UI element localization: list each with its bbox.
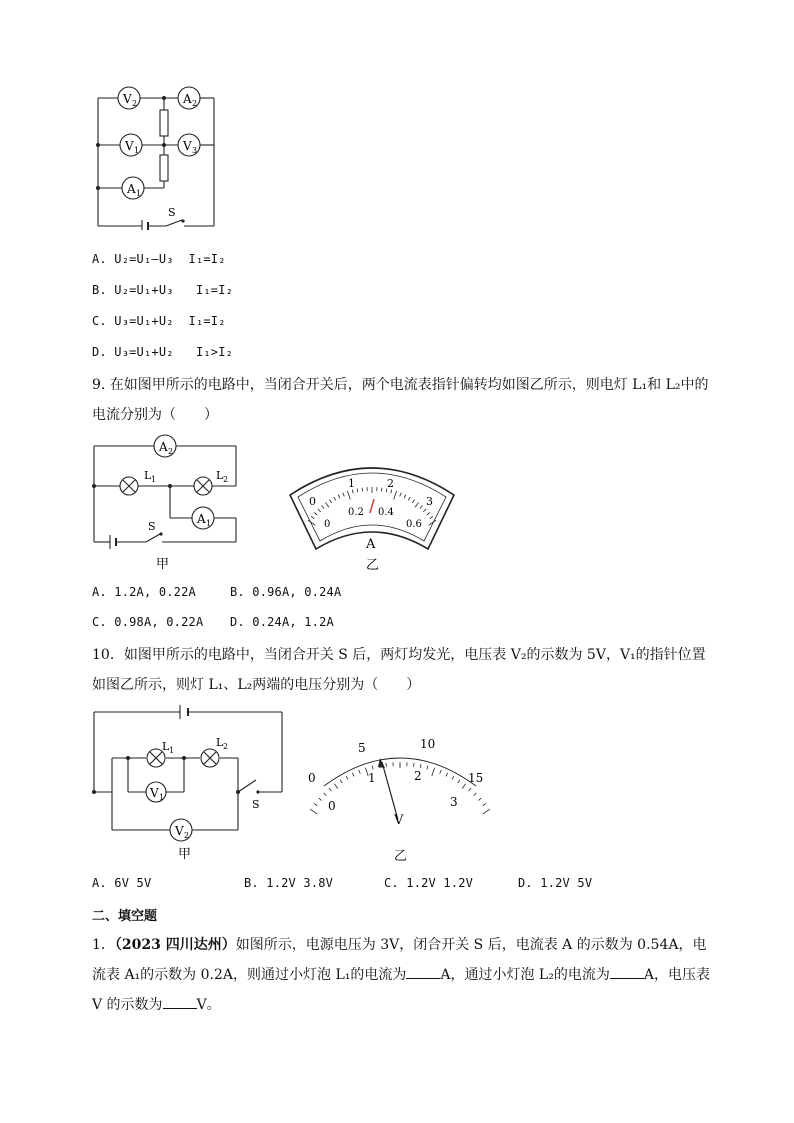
q8-option-b[interactable]: B. U₂=U₁+U₃ I₁=I₂ (92, 283, 234, 297)
q10-voltmeter-dial (300, 732, 500, 867)
inner-tick-06: 0.6 (406, 519, 422, 530)
dial-tick (352, 490, 353, 494)
dial-tick (324, 793, 327, 796)
dial-tick (462, 784, 466, 789)
outer-tick-3: 3 (426, 495, 433, 508)
a2-label: A (159, 440, 168, 454)
dial-tick (440, 770, 441, 774)
dial-tick (330, 500, 332, 503)
caption-yi: 乙 (394, 849, 408, 864)
q8-circuit-diagram (90, 80, 230, 230)
dial-tick (423, 509, 426, 512)
a2-label: A (183, 92, 192, 106)
dial-tick (343, 493, 344, 497)
dial-tick (474, 793, 477, 796)
q9-ammeter-dial (282, 455, 462, 575)
fill-q1-source: （2023 四川达州） (114, 937, 236, 953)
dial-tick (329, 788, 332, 791)
dial-tick (372, 766, 373, 770)
inner-tick-3: 3 (450, 795, 458, 809)
dial-tick (318, 509, 321, 512)
dial-tick (362, 488, 363, 492)
meter-unit: A (366, 537, 376, 552)
dial-tick (414, 763, 415, 767)
q9-option-a[interactable]: A. 1.2A, 0.22A (92, 585, 196, 599)
dial-tick (483, 809, 490, 814)
l2-sub: 2 (223, 475, 229, 484)
dial-tick (314, 512, 317, 515)
dial-tick (381, 488, 382, 492)
v1-sub: 1 (134, 146, 140, 155)
dial-tick (346, 776, 348, 779)
q10-circuit-diagram (88, 700, 288, 865)
fill-q1-text4: V。 (196, 997, 221, 1013)
dial-tick (427, 766, 428, 770)
q9-option-b[interactable]: B. 0.96A, 0.24A (230, 585, 342, 599)
fill-q1-text2: A，通过小灯泡 L₂的电流为 (440, 967, 610, 983)
l1-sub: 1 (151, 475, 157, 484)
caption-yi: 乙 (366, 558, 380, 573)
dial-tick (478, 798, 481, 801)
dial-tick (427, 512, 430, 515)
q10-option-c[interactable]: C. 1.2V 1.2V (384, 876, 474, 890)
switch-label: S (148, 520, 156, 533)
q9-text: 9. 在如图甲所示的电路中，当闭合开关后，两个电流表指针偏转均如图乙所示，则电灯 L₁和 L₂中的电流分别为（ ） (92, 377, 709, 423)
inner-tick-1: 1 (368, 771, 376, 785)
q8-option-a[interactable]: A. U₂=U₁—U₃ I₁=I₂ (92, 252, 226, 266)
dial-tick (311, 516, 314, 518)
outer-tick-1: 1 (348, 477, 355, 490)
v1-label: V (150, 786, 159, 800)
meter-pointer (382, 762, 398, 820)
dial-tick (420, 506, 423, 509)
dial-tick (415, 502, 419, 507)
caption-jia: 甲 (156, 557, 170, 572)
a2-sub: 2 (168, 447, 174, 456)
q10-text: 10．如图甲所示的电路中，当闭合开关 S 后，两灯均发光，电压表 V₂的示数为 5V，V₁的指针位置如图乙所示，则灯 L₁、L₂两端的电压分别为（ ） (92, 647, 706, 693)
fill-q1-text (92, 930, 712, 1020)
l2-label: L (216, 736, 224, 749)
section-title-fill-in: 二、填空题 (92, 909, 158, 924)
dial-tick (319, 798, 322, 801)
dial-tick (325, 502, 329, 507)
dial-tick (446, 773, 448, 777)
l2-sub: 2 (223, 742, 229, 751)
dial-tick (458, 780, 460, 783)
dial-tick (310, 809, 317, 814)
meter-unit: V (394, 813, 404, 828)
q8-option-d[interactable]: D. U₃=U₁+U₂ I₁>I₂ (92, 345, 234, 359)
a1-label: A (127, 182, 136, 196)
q8-option-c[interactable]: C. U₃=U₁+U₂ I₁=I₂ (92, 314, 226, 328)
q9-option-d[interactable]: D. 0.24A, 1.2A (230, 615, 334, 629)
a1-sub: 1 (136, 189, 142, 198)
dial-tick (483, 803, 486, 805)
dial-tick (334, 497, 336, 500)
switch-label: S (252, 798, 260, 811)
q9-option-c[interactable]: C. 0.98A, 0.22A (92, 615, 204, 629)
inner-tick-0: 0 (324, 519, 331, 530)
fill-q1-blank-l2-current[interactable] (610, 964, 644, 979)
v2-sub: 2 (132, 99, 138, 108)
dial-tick (391, 490, 392, 494)
a1-label: A (197, 512, 206, 526)
a1-sub: 1 (206, 519, 212, 528)
dial-tick (469, 788, 472, 791)
v2-sub: 2 (184, 831, 190, 840)
dial-tick (322, 506, 325, 509)
caption-jia: 甲 (178, 847, 192, 862)
fill-q1-prefix: 1． (92, 937, 115, 953)
v2-label: V (123, 92, 132, 106)
outer-tick-0: 0 (308, 771, 316, 785)
q10-option-a[interactable]: A. 6V 5V (92, 876, 152, 890)
dial-tick (338, 495, 340, 499)
fill-q1-blank-voltage[interactable] (163, 994, 197, 1009)
fill-q1-blank-l1-current[interactable] (406, 964, 440, 979)
dial-tick (352, 773, 354, 777)
dial-tick (334, 784, 338, 789)
dial-tick (359, 770, 360, 774)
dial-tick (404, 495, 406, 499)
dial-tick (430, 516, 433, 518)
dial-tick (432, 768, 435, 777)
outer-tick-5: 5 (358, 741, 366, 755)
l2-label: L (216, 469, 224, 482)
l1-label: L (162, 740, 170, 753)
outer-tick-0: 0 (309, 495, 316, 508)
fill-q1-text1: 如图所示，电源电压为 3V，闭合开关 S 后，电流表 A 的示数为 0.54A，电流表 A₁的示数为 0.2A，则通过小灯泡 L₁的电流为 (92, 937, 707, 983)
dial-tick (408, 497, 410, 500)
dial-tick (386, 763, 387, 767)
meter-pointer (370, 499, 374, 513)
fill-q1-text3: A，电压表 V 的示数为 (92, 967, 710, 1013)
dial-tick (452, 776, 454, 779)
outer-tick-15: 15 (468, 771, 484, 785)
dial-tick (412, 500, 414, 503)
v3-sub: 3 (192, 146, 198, 155)
inner-tick-2: 2 (414, 769, 422, 783)
dial-tick (400, 493, 401, 497)
dial-tick (420, 764, 421, 768)
outer-tick-10: 10 (420, 737, 436, 751)
dial-tick (340, 780, 342, 783)
l1-label: L (144, 469, 152, 482)
dial-tick (357, 488, 358, 492)
v1-label: V (125, 139, 134, 153)
a2-sub: 2 (192, 99, 198, 108)
l1-sub: 1 (169, 746, 175, 755)
outer-tick-2: 2 (387, 477, 394, 490)
q9-circuit-diagram (86, 430, 246, 575)
q10-option-d[interactable]: D. 1.2V 5V (518, 876, 593, 890)
v2-label: V (175, 824, 184, 838)
v1-sub: 1 (159, 793, 165, 802)
switch-label: S (168, 206, 176, 219)
inner-tick-02: 0.2 (348, 507, 364, 518)
inner-tick-04: 0.4 (378, 507, 394, 518)
dial-tick (347, 491, 350, 500)
v3-label: V (183, 139, 192, 153)
inner-tick-0: 0 (328, 799, 336, 813)
dial-tick (394, 491, 397, 500)
q10-option-b[interactable]: B. 1.2V 3.8V (244, 876, 334, 890)
dial-tick (314, 803, 317, 805)
